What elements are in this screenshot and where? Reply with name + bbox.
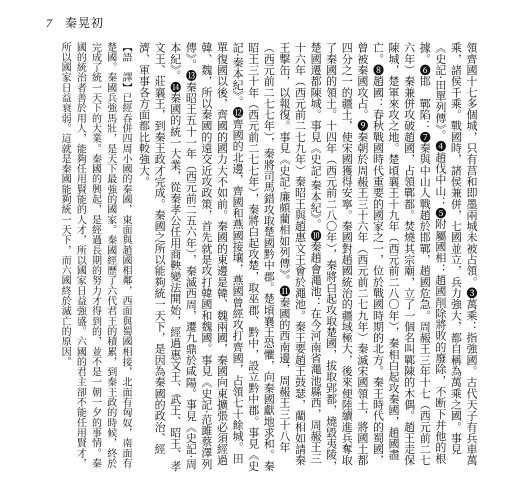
running-title: 秦晃初 [65,16,105,30]
main-text: 領齊國十七多個城，只有莒和即墨兩城未被占領。❸萬乘：指強國。古代天子有兵車萬乘，諸侯千乘。戰國時，諸侯兼併，七國並立，兵力強大，都自稱為萬乘之國。事見《史記·田單列傳》。❹趙伐中山：❺附屬國相：趙國削除將敗的廢除，不断下并他的根據。❻邯 鄲陷：❼秦與中山人戰趙於邯鄲，趙國危急。周赧王三年十七（西元前二七六年）秦兼併攻破趙國，占領鄲都。焚燒其宗廟，立了一個名叫鄲陳的木偶。趙王走保陳城，楚軍來攻之地。楚頃襄王十九年（西元前二八〇年），秦相白起攻秦國，趙國盡亡。❽趙國：春秋戰國時代重要的國家之一，位於戰國時期的北方。秦王時代的蜀國，曾被秦國攻占。❾秦朝於周赧王三十六年（西元前二七九年）秦滅宋國領土，將國土都四分之一的疆土，使宋國獲得安寧。秦國對趙國統治的疆域極大，後來便陸續進兵奪取了秦國的領土。十四年（西元前二八〇年），秦將白起攻取楚國，拔取郢都，燒毀夷陵，楚國遷都陳城。事見《史記·秦本紀》。❿秦趙會澠池：在今河南省澠池縣西，周赧王三十六年（西元前二七九年）秦昭王與趙惠文王會於澠池。秦王要趙王鼓瑟，藺相如請秦王擊缶，以報復。事見《史記·廉頗藺相如列傳》。⓫秦國的西南邊，周赧王三十八年（西元前二七七年），秦將司馬錯攻取楚國黔中郡。楚頃襄王恐懼，向秦國獻地求和。秦昭王三十年（西元前二七七年），秦將白起攻楚，取巫郡、黔中，設立黔中郡。事見《史記·秦本紀》。⓬齊國的北邊，齊國和燕國接壤，燕國曾經攻打齊國，占領七十餘城。田單復國以後，齊國的國力大不如前。秦國的東邊是韓、魏兩國，秦國向東擴張必須經過韓、魏，所以秦國的遠交近攻政策，首先就是攻打韓國和魏國。事見《史記·范雎蔡澤列傳》。⓭秦昭王五十一年（西元前二五六年），秦滅西周，遷九鼎於咸陽。事見《史記·周本紀》。⓮秦國的統一大業，從秦孝公任用商鞅變法開始，經過惠文王、武王、昭王、孝文王、莊襄王，到秦王政才完成。秦國之所以能夠統一天下，是因為秦國的政治、經濟、軍事各方面都比較強大。 [137,42,478,472]
page-number: 7 [46,16,53,30]
vertical-text-block [44,42,479,472]
page-header [46,14,104,31]
translation-notes: 【語 譯】已經吞併四周小國的秦國，東面與趙國相鄰，西面與蜀國相接，北面有匈奴，南面有楚國。秦國兵強馬壯，是天下最強的國家。秦國經歷了六代君王的積累，到秦王政的時候，終於完成了統一天下的大業。秦國的興起，是經過長期的努力才得到的，並不是一朝一夕的事情。秦國的統治者善於用人，能夠任用賢能的人才，所以國家日益強盛。六國的君主卻不能任用賢才，所以國家日益衰弱。這就是秦國能夠統一天下，而六國終於滅亡的原因。 [59,42,131,469]
